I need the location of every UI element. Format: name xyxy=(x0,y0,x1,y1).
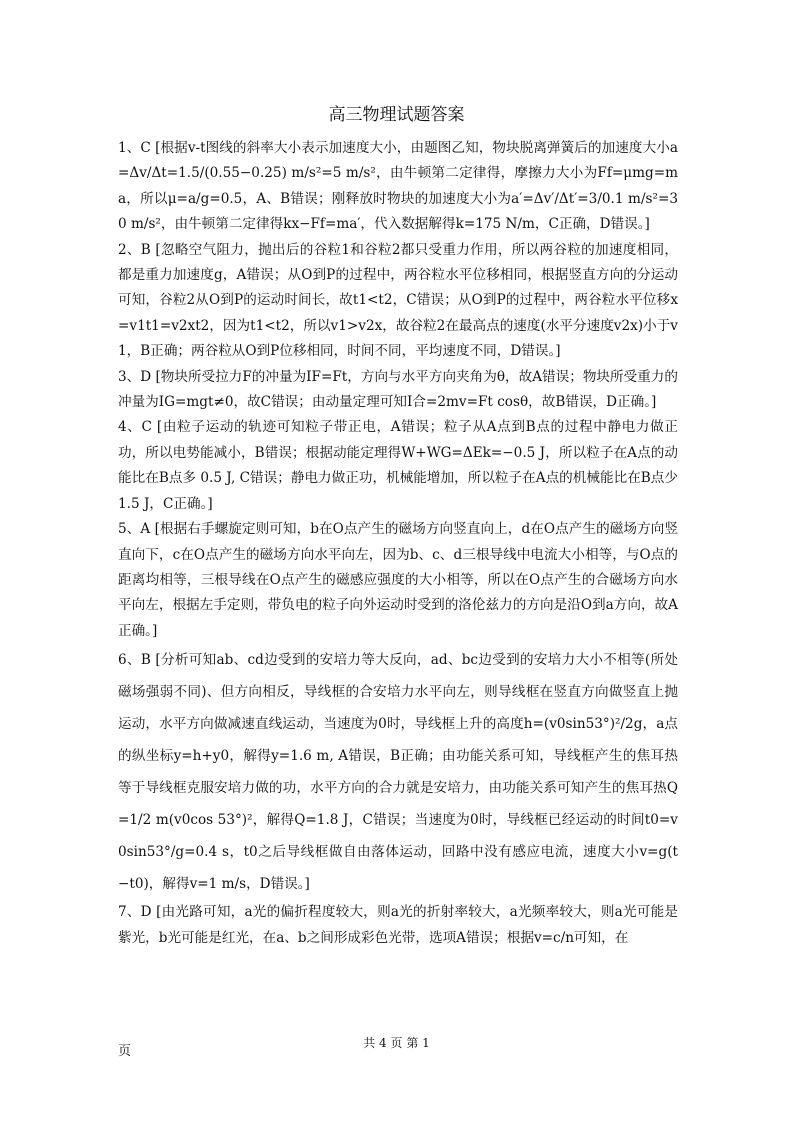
answer-7: 7、D [由光路可知，a光的偏折程度较大，则a光的折射率较大，a光频率较大，则a光可能是紫光，b光可能是红光，在a、b之间形成彩色光带，选项A错误；根据v=c/n可知，在 xyxy=(118,904,678,946)
answer-4: 4、C [由粒子运动的轨迹可知粒子带正电，A错误；粒子从A点到B点的过程中静电力做正功，所以电势能减小，B错误；根据动能定理得W+WG=ΔEk=−0.5 J，所以粒子在A点的动能比在B点多 0.5 J, C错误；静电力做正功，机械能增加，所以粒子在A点的机械能比在B点少1.5 J，C正确。] xyxy=(118,419,678,512)
answer-list xyxy=(118,136,678,951)
page-title: 高三物理试题答案 xyxy=(328,105,465,125)
footer-page-word: 页 xyxy=(118,1044,132,1059)
footer-page-count: 共 4 页 第 1 xyxy=(363,1036,430,1050)
answer-1: 1、C [根据v-t图线的斜率大小表示加速度大小，由题图乙知，物块脱离弹簧后的加速度大小a=Δv/Δt=1.5/(0.55−0.25) m/s²=5 m/s²，由牛顿第二定律得，摩擦力大小为Ff=μmg=ma，所以μ=a/g=0.5，A、B错误；刚释放时物块的加速度大小为a′=Δv′/Δt′=3/0.1 m/s²=30 m/s²，由牛顿第二定律得kx−Ff=ma′，代入数据解得k=175 N/m，C正确，D错误。] xyxy=(118,140,678,233)
answer-5: 5、A [根据右手螺旋定则可知，b在O点产生的磁场方向竖直向上，d在O点产生的磁场方向竖直向下，c在O点产生的磁场方向水平向左，因为b、c、d三根导线中电流大小相等，与O点的距离均相等，三根导线在O点产生的磁感应强度的大小相等，所以在O点产生的合磁场方向水平向左，根据左手定则，带负电的粒子向外运动时受到的洛伦兹力的方向是沿O到a方向，故A正确。] xyxy=(118,521,678,639)
answer-2: 2、B [忽略空气阻力，抛出后的谷粒1和谷粒2都只受重力作用，所以两谷粒的加速度相同，都是重力加速度g，A错误；从O到P的过程中，两谷粒水平位移相同，根据竖直方向的分运动可知，谷粒2从O到P的运动时间长，故t1<t2，C错误；从O到P的过程中，两谷粒水平位移x=v1t1=v2xt2，因为t1<t2，所以v1>v2x，故谷粒2在最高点的速度(水平分速度v2x)小于v1，B正确；两谷粒从O到P位移相同，时间不同，平均速度不同，D错误。] xyxy=(118,241,678,360)
answer-3: 3、D [物块所受拉力F的冲量为IF=Ft，方向与水平方向夹角为θ，故A错误；物块所受重力的冲量为IG=mgt≠0，故C错误；由动量定理可知I合=2mv=Ft cosθ，故B错误，D正确。] xyxy=(118,368,678,411)
answer-6: 6、B [分析可知ab、cd边受到的安培力等大反向，ad、bc边受到的安培力大小不相等(所处磁场强弱不同)、但方向相反，导线框的合安培力水平向左，则导线框在竖直方向做竖直上抛运动，水平方向做减速直线运动，当速度为0时，导线框上升的高度h=(v0sin53°)²/2g，a点的纵坐标y=h+y0，解得y=1.6 m, A错误，B正确；由功能关系可知，导线框产生的焦耳热等于导线框克服安培力做的功，水平方向的合力就是安培力，由功能关系可知产生的焦耳热Q=1/2 m(v0cos 53°)²，解得Q=1.8 J，C错误；当速度为0时，导线框已经运动的时间t0=v0sin53°/g=0.4 s，t0之后导线框做自由落体运动，回路中没有感应电流，速度大小v=g(t−t0)，解得v=1 m/s，D错误。] xyxy=(118,652,678,893)
